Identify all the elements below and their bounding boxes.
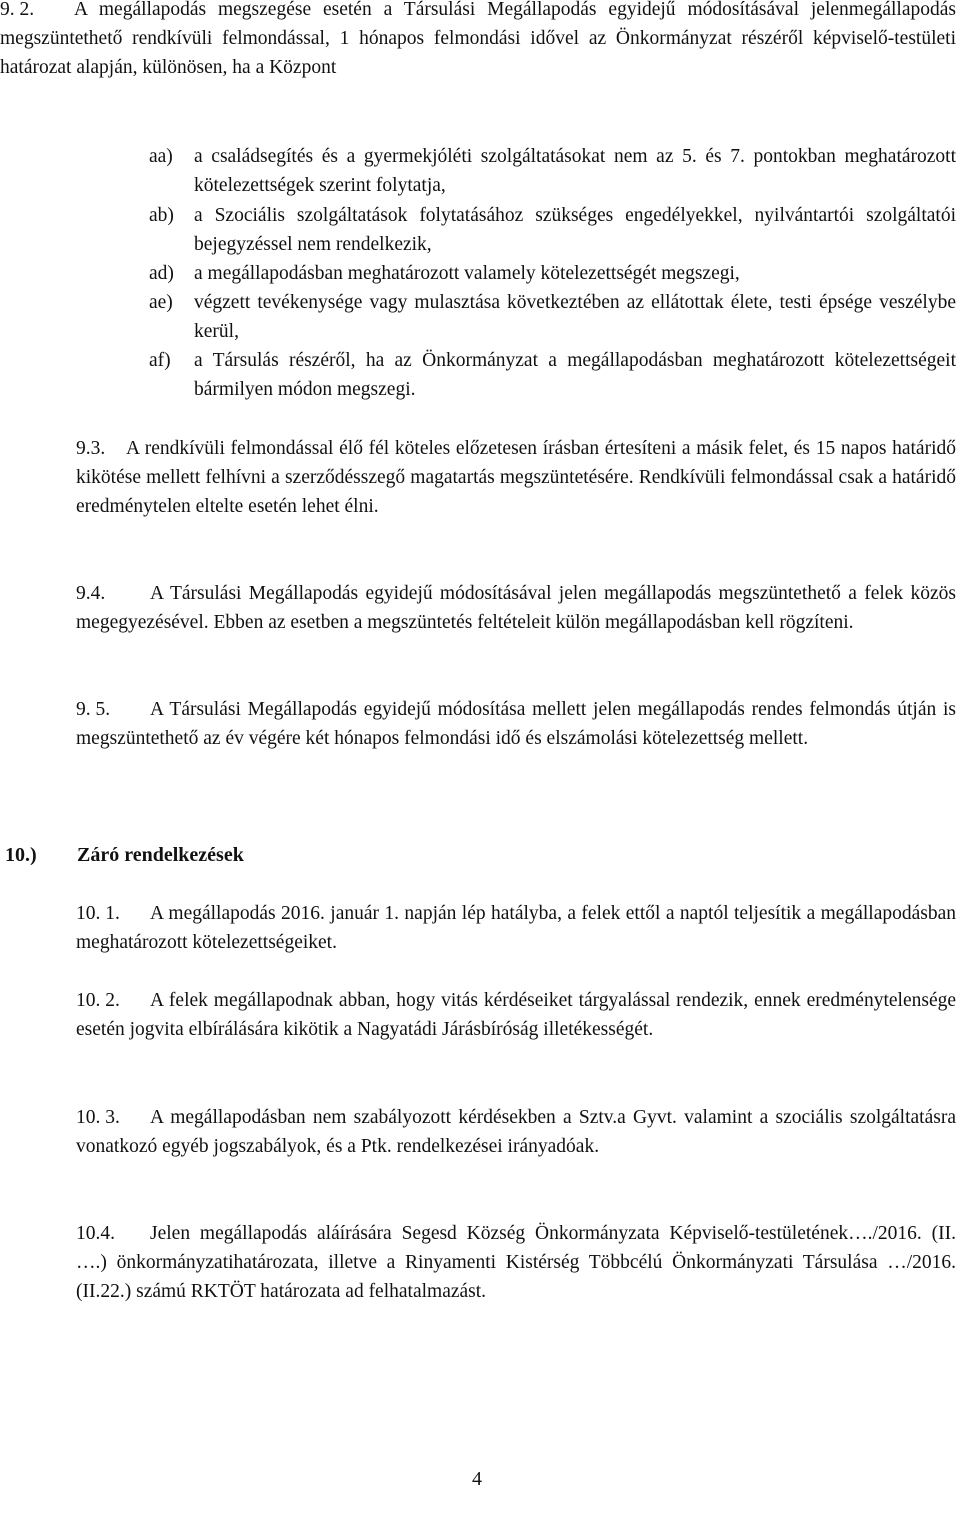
- paragraph-9-4: [76, 579, 956, 637]
- subitem-af: [149, 346, 956, 404]
- paragraph-9-2: [0, 0, 956, 82]
- section-heading: [5, 841, 244, 870]
- subitem-text: a megállapodásban meghatározott valamely kötelezettségét megszegi,: [194, 263, 740, 284]
- paragraph-9-3: [76, 434, 956, 521]
- subitem-tag: aa): [149, 146, 173, 167]
- paragraph-10-4: [76, 1219, 956, 1306]
- paragraph-label: 10. 3.: [76, 1107, 120, 1128]
- paragraph-label: 10. 1.: [76, 903, 120, 924]
- subitem-ab: [149, 201, 956, 259]
- subitem-text: végzett tevékenysége vagy mulasztása következtében az ellátottak élete, testi épsége veszélybe kerül,: [194, 292, 956, 342]
- subitem-ae: [149, 288, 956, 346]
- section-title: Záró rendelkezések: [77, 844, 244, 866]
- paragraph-10-1: [76, 899, 956, 957]
- subitem-tag: ad): [149, 263, 174, 284]
- paragraph-text: A Társulási Megállapodás egyidejű módosítása mellett jelen megállapodás rendes felmondás útján is megszüntethető az év végére két hónapos felmondási idő és elszámolási kötelezettség mellett.: [76, 699, 956, 749]
- subitem-text: a Szociális szolgáltatások folytatásához szükséges engedélyekkel, nyilvántartói szolgáltatói bejegyzéssel nem rendelkezik,: [194, 205, 956, 255]
- paragraph-text: A megállapodás megszegése esetén a Társulási Megállapodás egyidejű módosításával jelenmegállapodás megszüntethető rendkívüli felmondással, 1 hónapos felmondási idővel az Önkormányzat részéről képviselő-testületi határozat alapján, különösen, ha a Központ: [0, 0, 956, 78]
- paragraph-label: 9.3.: [76, 438, 106, 459]
- paragraph-text: A megállapodás 2016. január 1. napján lép hatályba, a felek ettől a naptól teljesítik a megállapodásban meghatározott kötelezettségeiket.: [76, 903, 956, 953]
- paragraph-label: 9. 5.: [76, 699, 111, 720]
- page-number: 4: [472, 1468, 482, 1490]
- paragraph-text: A felek megállapodnak abban, hogy vitás kérdéseiket tárgyalással rendezik, ennek eredménytelensége esetén jogvita elbírálására kikötik a Nagyatádi Járásbíróság illetékességét.: [76, 990, 956, 1040]
- subitem-ad: [149, 259, 956, 288]
- section-number: 10.): [5, 844, 37, 866]
- paragraph-label: 9.4.: [76, 583, 106, 604]
- subitem-aa: [149, 142, 956, 200]
- paragraph-text: A megállapodásban nem szabályozott kérdésekben a Sztv.a Gyvt. valamint a szociális szolgáltatásra vonatkozó egyéb jogszabályok, és a Ptk. rendelkezései irányadóak.: [76, 1107, 956, 1157]
- paragraph-text: Jelen megállapodás aláírására Segesd Község Önkormányzata Képviselő-testületének…./2016. (II. ….) önkormányzatihatározata, illetve a Rinyamenti Kistérség Többcélú Önkormányzati Társulása …/2016. (II.22.) számú RKTÖT határozata ad felhatalmazást.: [76, 1223, 956, 1302]
- paragraph-text: A rendkívüli felmondással élő fél köteles előzetesen írásban értesíteni a másik felet, és 15 napos határidő kikötése mellett felhívni a szerződésszegő magatartás megszüntetésére. Rendkívüli felmondással csak a határidő eredménytelen eltelte esetén lehet élni.: [76, 438, 956, 517]
- paragraph-10-3: [76, 1103, 956, 1161]
- paragraph-label: 10.4.: [76, 1223, 115, 1244]
- paragraph-label: 9. 2.: [0, 0, 35, 20]
- subitem-tag: af): [149, 350, 171, 371]
- subitem-tag: ab): [149, 205, 174, 226]
- subitem-text: a Társulás részéről, ha az Önkormányzat a megállapodásban meghatározott kötelezettségeit bármilyen módon megszegi.: [194, 350, 956, 400]
- paragraph-10-2: [76, 986, 956, 1044]
- paragraph-9-5: [76, 695, 956, 753]
- paragraph-text: A Társulási Megállapodás egyidejű módosításával jelen megállapodás megszüntethető a felek közös megegyezésével. Ebben az esetben a megszüntetés feltételeit külön megállapodásban kell rögzíteni.: [76, 583, 956, 633]
- subitem-tag: ae): [149, 292, 173, 313]
- subitem-text: a családsegítés és a gyermekjóléti szolgáltatásokat nem az 5. és 7. pontokban meghatározott kötelezettségek szerint folytatja,: [194, 146, 956, 196]
- paragraph-label: 10. 2.: [76, 990, 120, 1011]
